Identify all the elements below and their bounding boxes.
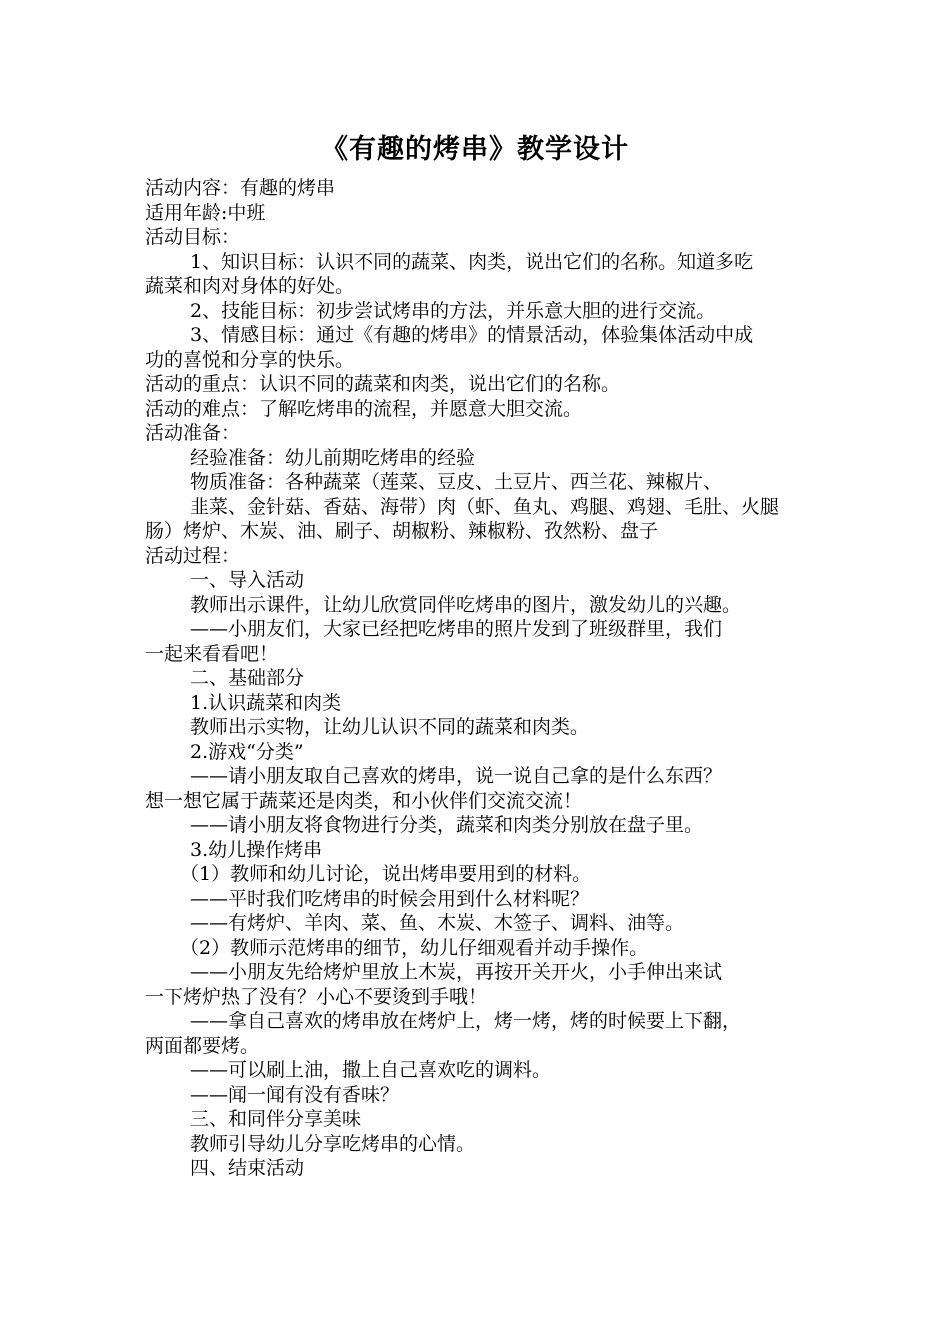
text-line: 活动目标： [145, 226, 241, 248]
text-line: ——闻一闻有没有香味？ [190, 1083, 400, 1106]
text-line: 三、和同伴分享美味 [190, 1108, 362, 1130]
text-line: ——有烤炉、羊肉、菜、鱼、木炭、木签子、调料、油等。 [190, 912, 685, 934]
text-line: 物质准备：各种蔬菜（莲菜、豆皮、土豆片、西兰花、辣椒片、 [190, 471, 723, 493]
text-line: ——请小朋友取自己喜欢的烤串，说一说自己拿的是什么东西？ [190, 765, 723, 787]
text-line: 2、技能目标：初步尝试烤串的方法，并乐意大胆的进行交流。 [190, 299, 716, 322]
text-line: ——拿自己喜欢的烤串放在烤炉上，烤一烤，烤的时候要上下翻， [190, 1010, 742, 1032]
text-line: 活动的难点：了解吃烤串的流程，并愿意大胆交流。 [145, 397, 583, 420]
text-line: ——请小朋友将食物进行分类，蔬菜和肉类分别放在盘子里。 [190, 814, 704, 836]
text-line: 适用年龄:中班 [145, 201, 266, 224]
text-line: 韭菜、金针菇、香菇、海带）肉（虾、鱼丸、鸡腿、鸡翅、毛肚、火腿 [190, 495, 780, 518]
text-line: 教师出示课件，让幼儿欣赏同伴吃烤串的图片，激发幼儿的兴趣。 [190, 593, 742, 616]
text-line: 教师出示实物，让幼儿认识不同的蔬菜和肉类。 [190, 716, 590, 738]
text-line: （1）教师和幼儿讨论，说出烤串要用到的材料。 [180, 863, 592, 885]
text-line: ——平时我们吃烤串的时候会用到什么材料呢？ [190, 887, 590, 910]
text-line: 活动的重点：认识不同的蔬菜和肉类，说出它们的名称。 [145, 373, 621, 395]
text-line: 活动内容：有趣的烤串 [145, 177, 336, 199]
text-line: 四、结束活动 [190, 1157, 305, 1179]
page-title: 《有趣的烤串》教学设计 [321, 134, 629, 165]
text-line: 蔬菜和肉对身体的好处。 [145, 275, 355, 297]
text-line: 教师引导幼儿分享吃烤串的心情。 [190, 1132, 476, 1155]
text-line: 一起来看看吧！ [145, 642, 279, 665]
text-line: 一、导入活动 [190, 569, 305, 591]
text-line: 1.认识蔬菜和肉类 [190, 691, 342, 714]
text-line: 两面都要烤。 [145, 1034, 260, 1057]
text-line: 功的喜悦和分享的快乐。 [145, 348, 355, 371]
text-line: 活动过程： [145, 544, 241, 567]
text-line: 一下烤炉热了没有？小心不要烫到手哦！ [145, 985, 488, 1008]
text-line: 3、情感目标：通过《有趣的烤串》的情景活动，体验集体活动中成 [190, 324, 754, 346]
text-line: 2.游戏“分类” [190, 740, 304, 763]
text-line: 经验准备：幼儿前期吃烤串的经验 [190, 446, 476, 469]
text-line: ——可以刷上油，撒上自己喜欢吃的调料。 [190, 1059, 552, 1081]
text-line: 想一想它属于蔬菜还是肉类，和小伙伴们交流交流！ [145, 789, 583, 812]
text-line: 活动准备： [145, 422, 241, 444]
text-line: （2）教师示范烤串的细节，幼儿仔细观看并动手操作。 [180, 936, 649, 959]
text-line: 1、知识目标：认识不同的蔬菜、肉类，说出它们的名称。知道多吃 [190, 250, 754, 273]
text-line: ——小朋友们，大家已经把吃烤串的照片发到了班级群里，我们 [190, 618, 723, 640]
text-line: 3.幼儿操作烤串 [190, 838, 323, 861]
text-line: 二、基础部分 [190, 667, 305, 689]
document-body [145, 176, 815, 1181]
text-line: ——小朋友先给烤炉里放上木炭，再按开关开火，小手伸出来试 [190, 961, 723, 983]
text-line: 肠）烤炉、木炭、油、刷子、胡椒粉、辣椒粉、孜然粉、盘子 [145, 520, 659, 542]
